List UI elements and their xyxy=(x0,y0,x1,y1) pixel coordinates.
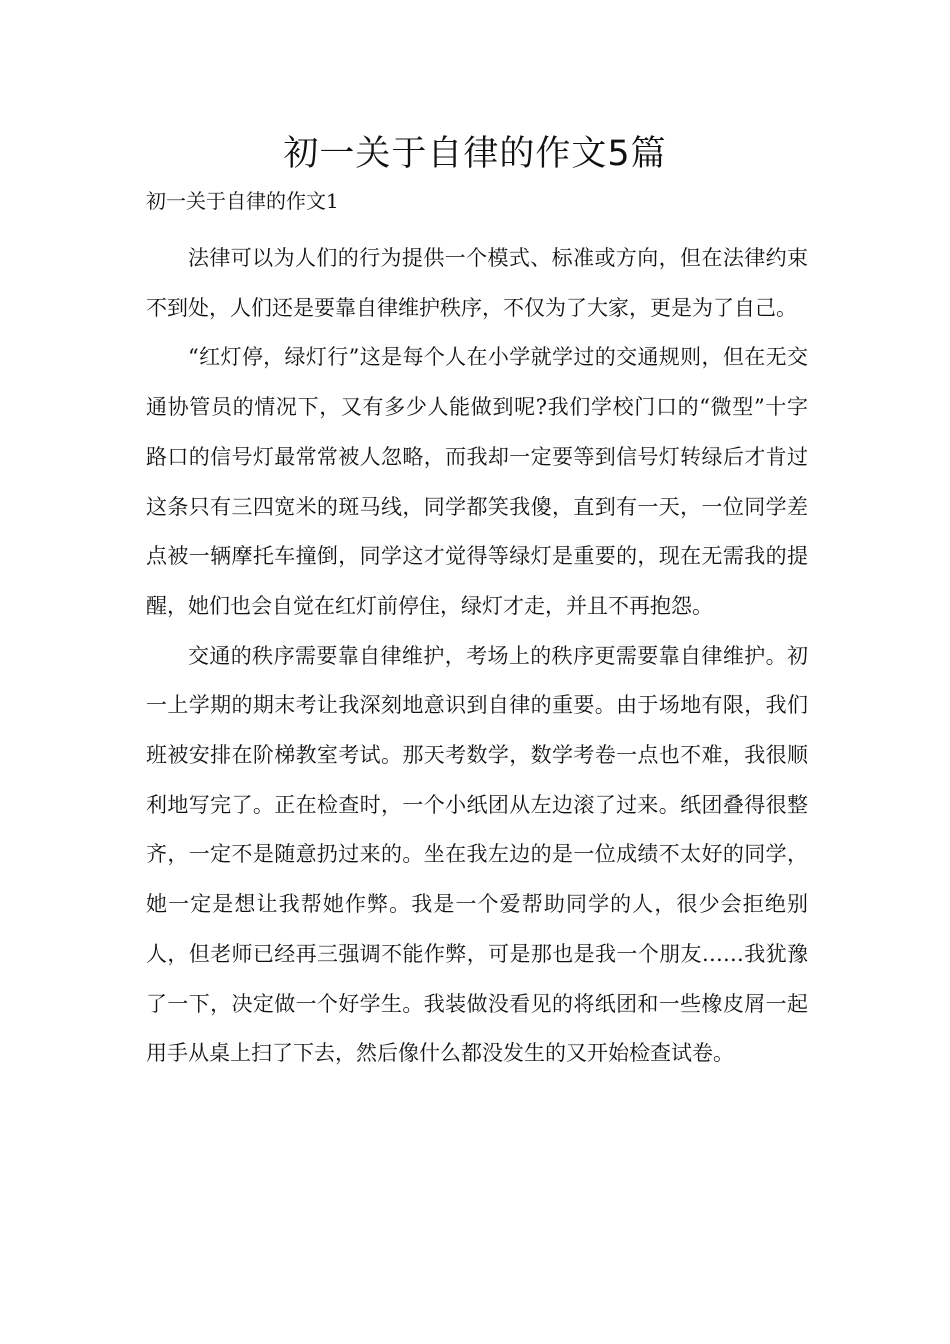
document-title: 初一关于自律的作文5篇 xyxy=(283,134,667,174)
paragraph-1: 法律可以为人们的行为提供一个模式、标准或方向，但在法律约束不到处，人们还是要靠自律维护秩序，不仅为了大家，更是为了自己。 xyxy=(146,246,808,320)
paragraph-3: 交通的秩序需要靠自律维护，考场上的秩序更需要靠自律维护。初一上学期的期末考让我深刻地意识到自律的重要。由于场地有限，我们班被安排在阶梯教室考试。那天考数学，数学考卷一点也不难，我很顺利地写完了。正在检查时，一个小纸团从左边滚了过来。纸团叠得很整齐，一定不是随意扔过来的。坐在我左边的是一位成绩不太好的同学，她一定是想让我帮她作弊。我是一个爱帮助同学的人，很少会拒绝别人，但老师已经再三强调不能作弊，可是那也是我一个朋友……我犹豫了一下，决定做一个好学生。我装做没看见的将纸团和一些橡皮屑一起用手从桌上扫了下去，然后像什么都没发生的又开始检查试卷。 xyxy=(146,643,808,1066)
document-body xyxy=(146,234,808,1079)
paragraph-2: “红灯停，绿灯行”这是每个人在小学就学过的交通规则，但在无交通协管员的情况下，又有多少人能做到呢?我们学校门口的“微型”十字路口的信号灯最常常被人忽略，而我却一定要等到信号灯转绿后才肯过这条只有三四宽米的斑马线，同学都笑我傻，直到有一天，一位同学差点被一辆摩托车撞倒，同学这才觉得等绿灯是重要的，现在无需我的提醒，她们也会自觉在红灯前停住，绿灯才走，并且不再抱怨。 xyxy=(146,345,808,618)
section-heading: 初一关于自律的作文1 xyxy=(146,189,339,213)
